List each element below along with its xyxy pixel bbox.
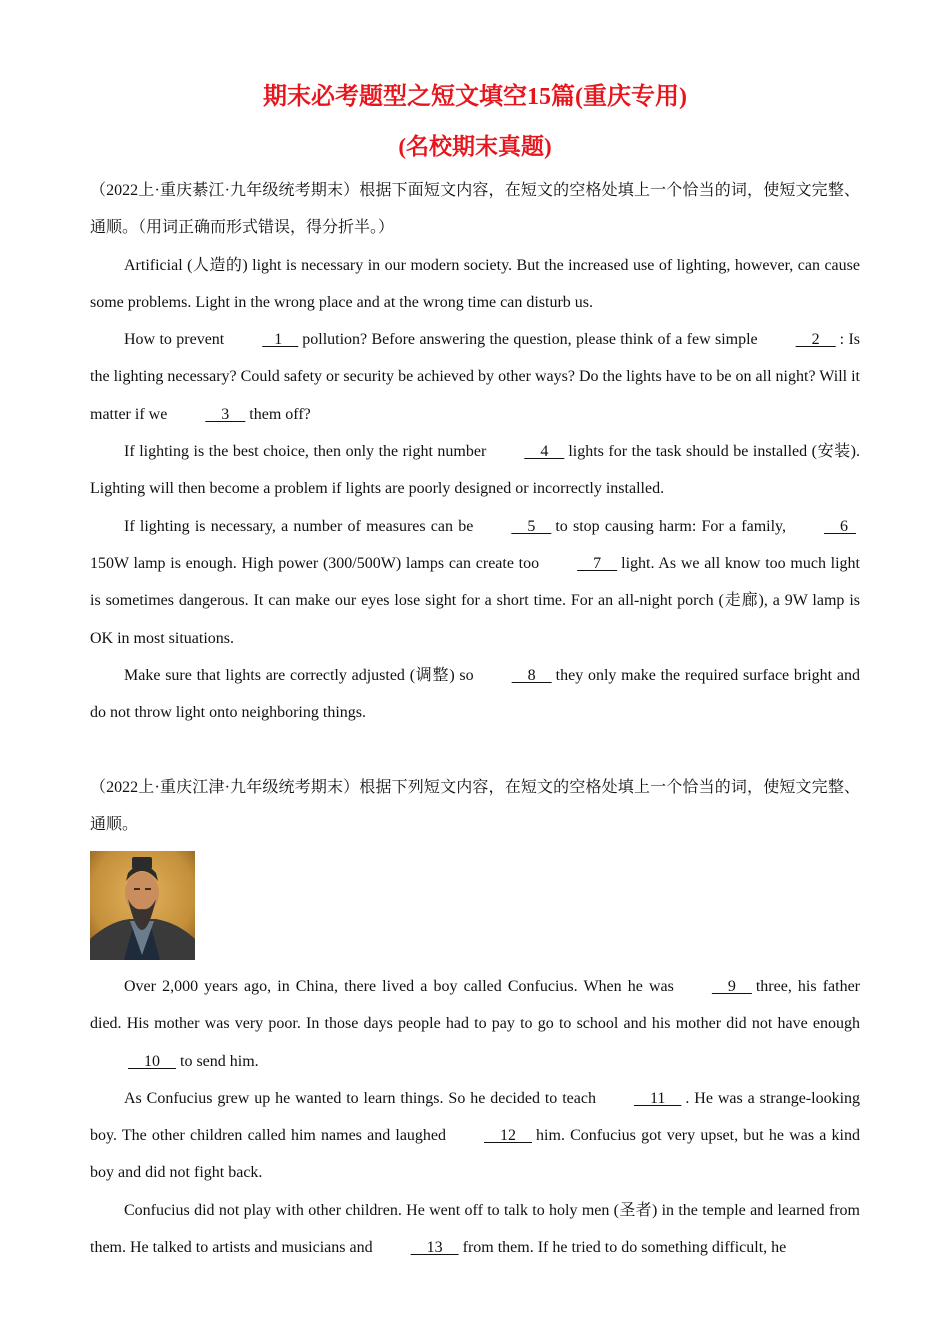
blank-3[interactable]: 3	[205, 405, 246, 423]
text-run: him. Confucius got very upset, but he was a kind boy and did not fight back.	[90, 1127, 860, 1182]
passage-2-paragraph-2	[90, 1080, 860, 1192]
blank-12[interactable]: 12	[484, 1127, 533, 1145]
text-run: How to prevent	[124, 331, 225, 349]
passage-2-instruction: （2022上·重庆江津·九年级统考期末）根据下列短文内容，在短文的空格处填上一个恰当的词，使短文完整、通顺。	[90, 779, 860, 834]
text-run: lights for the task should be installed (安装). Lighting will then become a problem if lights are poorly designed or incorrectly installed.	[90, 443, 860, 498]
text-run: to stop causing harm: For a family,	[555, 517, 786, 535]
passage-2	[90, 968, 860, 1266]
passage-1-paragraph-5	[90, 657, 860, 732]
text-run: : Is the lighting necessary? Could safety or security be achieved by other ways? Do the lights have to be on all night? Will it matter if we	[90, 331, 861, 423]
passage-1-instruction: （2022上·重庆綦江·九年级统考期末）根据下面短文内容，在短文的空格处填上一个恰当的词，使短文完整、通顺。（用词正确而形式错误，得分折半。）	[90, 182, 860, 237]
text-run: light. As we all know too much light is sometimes dangerous. It can make our eyes lose sight for a short time. For an all-night porch (走廊), a 9W lamp is OK in most situations.	[90, 554, 861, 647]
text-run: them off?	[249, 405, 311, 423]
blank-11[interactable]: 11	[633, 1089, 682, 1107]
text-run: to send him.	[180, 1052, 259, 1070]
passage-1-paragraph-4	[90, 508, 860, 657]
blank-9[interactable]: 9	[711, 978, 752, 995]
passage-2-paragraph-3	[90, 1192, 860, 1267]
passage-1	[90, 172, 860, 731]
text-run: . He was a strange-looking boy. The other children called him names and laughed	[90, 1089, 861, 1145]
text-run: Confucius did not play with other children. He went off to talk to holy men (圣者) in the temple and learned from them. He talked to artists and musicians and	[90, 1201, 860, 1257]
text-run: Make sure that lights are correctly adjusted (调整) so	[124, 666, 474, 684]
passage-1-paragraph-3	[90, 433, 860, 508]
passage-2-instruction-block	[90, 769, 860, 844]
text-run: three, his father died. His mother was very poor. In those days people had to pay to go to school and his mother did not have enough	[90, 978, 860, 1033]
text-run: Over 2,000 years ago, in China, there lived a boy called Confucius. When he was	[124, 978, 674, 995]
confucius-portrait-icon	[90, 851, 195, 960]
passage-1-paragraph-1: Artificial (人造的) light is necessary in our modern society. But the increased use of lighting, however, can cause some problems. Light in the wrong place and at the wrong time can disturb us.	[90, 256, 860, 311]
text-run: they only make the required surface bright and do not throw light onto neighboring things.	[90, 666, 860, 722]
blank-1[interactable]: 1	[262, 331, 299, 349]
text-run: As Confucius grew up he wanted to learn things. So he decided to teach	[124, 1089, 596, 1107]
blank-4[interactable]: 4	[524, 443, 565, 461]
text-run: from them. If he tried to do something difficult, he	[462, 1239, 787, 1257]
blank-6[interactable]: 6	[824, 517, 856, 535]
passage-2-paragraph-1	[90, 968, 860, 1080]
blank-5[interactable]: 5	[511, 517, 552, 535]
blank-2[interactable]: 2	[795, 331, 836, 349]
text-run: If lighting is necessary, a number of measures can be	[124, 517, 474, 535]
blank-13[interactable]: 13	[410, 1239, 459, 1257]
blank-7[interactable]: 7	[577, 554, 618, 572]
text-run: 150W lamp is enough. High power (300/500W) lamps can create too	[90, 554, 540, 572]
text-run: pollution? Before answering the question, please think of a few simple	[302, 331, 758, 349]
page-title: 期末必考题型之短文填空15篇(重庆专用)	[263, 84, 687, 110]
blank-8[interactable]: 8	[511, 666, 552, 684]
text-run: If lighting is the best choice, then only the right number	[124, 443, 487, 461]
blank-10[interactable]: 10	[128, 1052, 176, 1070]
page-subtitle: (名校期末真题)	[398, 134, 552, 159]
passage-1-paragraph-2	[90, 321, 860, 433]
